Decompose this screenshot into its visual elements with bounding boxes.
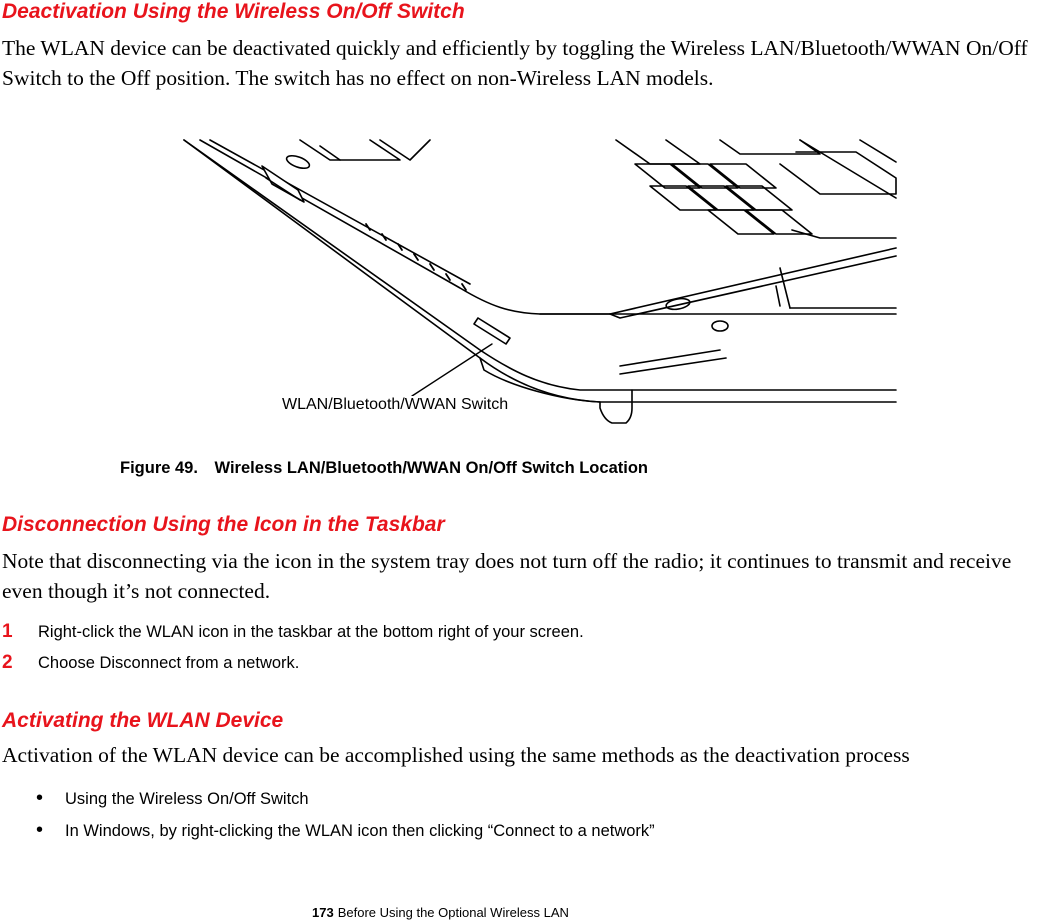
list-item bbox=[36, 820, 655, 841]
section-heading-disconnection: Disconnection Using the Icon in the Taskbar bbox=[2, 513, 445, 536]
disconnection-paragraph: Note that disconnecting via the icon in the system tray does not turn off the radio; it continues to transmit and receive even though it’s not connected. bbox=[2, 549, 1012, 603]
figure-caption bbox=[120, 459, 648, 478]
bullet-icon: • bbox=[36, 819, 44, 841]
chapter-title: Before Using the Optional Wireless LAN bbox=[337, 905, 569, 920]
step-number: 2 bbox=[2, 652, 13, 673]
section-heading-activation: Activating the WLAN Device bbox=[2, 709, 284, 732]
bullet-icon: • bbox=[36, 787, 44, 809]
section-heading-deactivation: Deactivation Using the Wireless On/Off Switch bbox=[2, 0, 465, 23]
deactivation-paragraph: The WLAN device can be deactivated quickly and efficiently by toggling the Wireless LAN/Bluetooth/WWAN On/Off Switch to the Off position. The switch has no effect on non-Wireless LAN models. bbox=[2, 36, 1028, 90]
step-number: 1 bbox=[2, 621, 13, 642]
figure-caption-text: Wireless LAN/Bluetooth/WWAN On/Off Switch Location bbox=[214, 459, 648, 477]
step-text: Choose Disconnect from a network. bbox=[38, 654, 300, 672]
list-item bbox=[36, 788, 309, 809]
page-footer bbox=[312, 905, 569, 920]
laptop-illustration bbox=[180, 138, 898, 428]
step-text: Right-click the WLAN icon in the taskbar at the bottom right of your screen. bbox=[38, 623, 584, 641]
page-number: 173 bbox=[312, 905, 334, 920]
activation-paragraph: Activation of the WLAN device can be accomplished using the same methods as the deactivation process bbox=[2, 743, 910, 767]
switch-callout-label: WLAN/Bluetooth/WWAN Switch bbox=[282, 396, 509, 413]
figure-number: Figure 49. bbox=[120, 459, 198, 477]
list-item bbox=[2, 653, 299, 673]
bullet-text: Using the Wireless On/Off Switch bbox=[65, 790, 309, 808]
bullet-text: In Windows, by right-clicking the WLAN icon then clicking “Connect to a network” bbox=[65, 822, 655, 840]
list-item bbox=[2, 622, 584, 642]
